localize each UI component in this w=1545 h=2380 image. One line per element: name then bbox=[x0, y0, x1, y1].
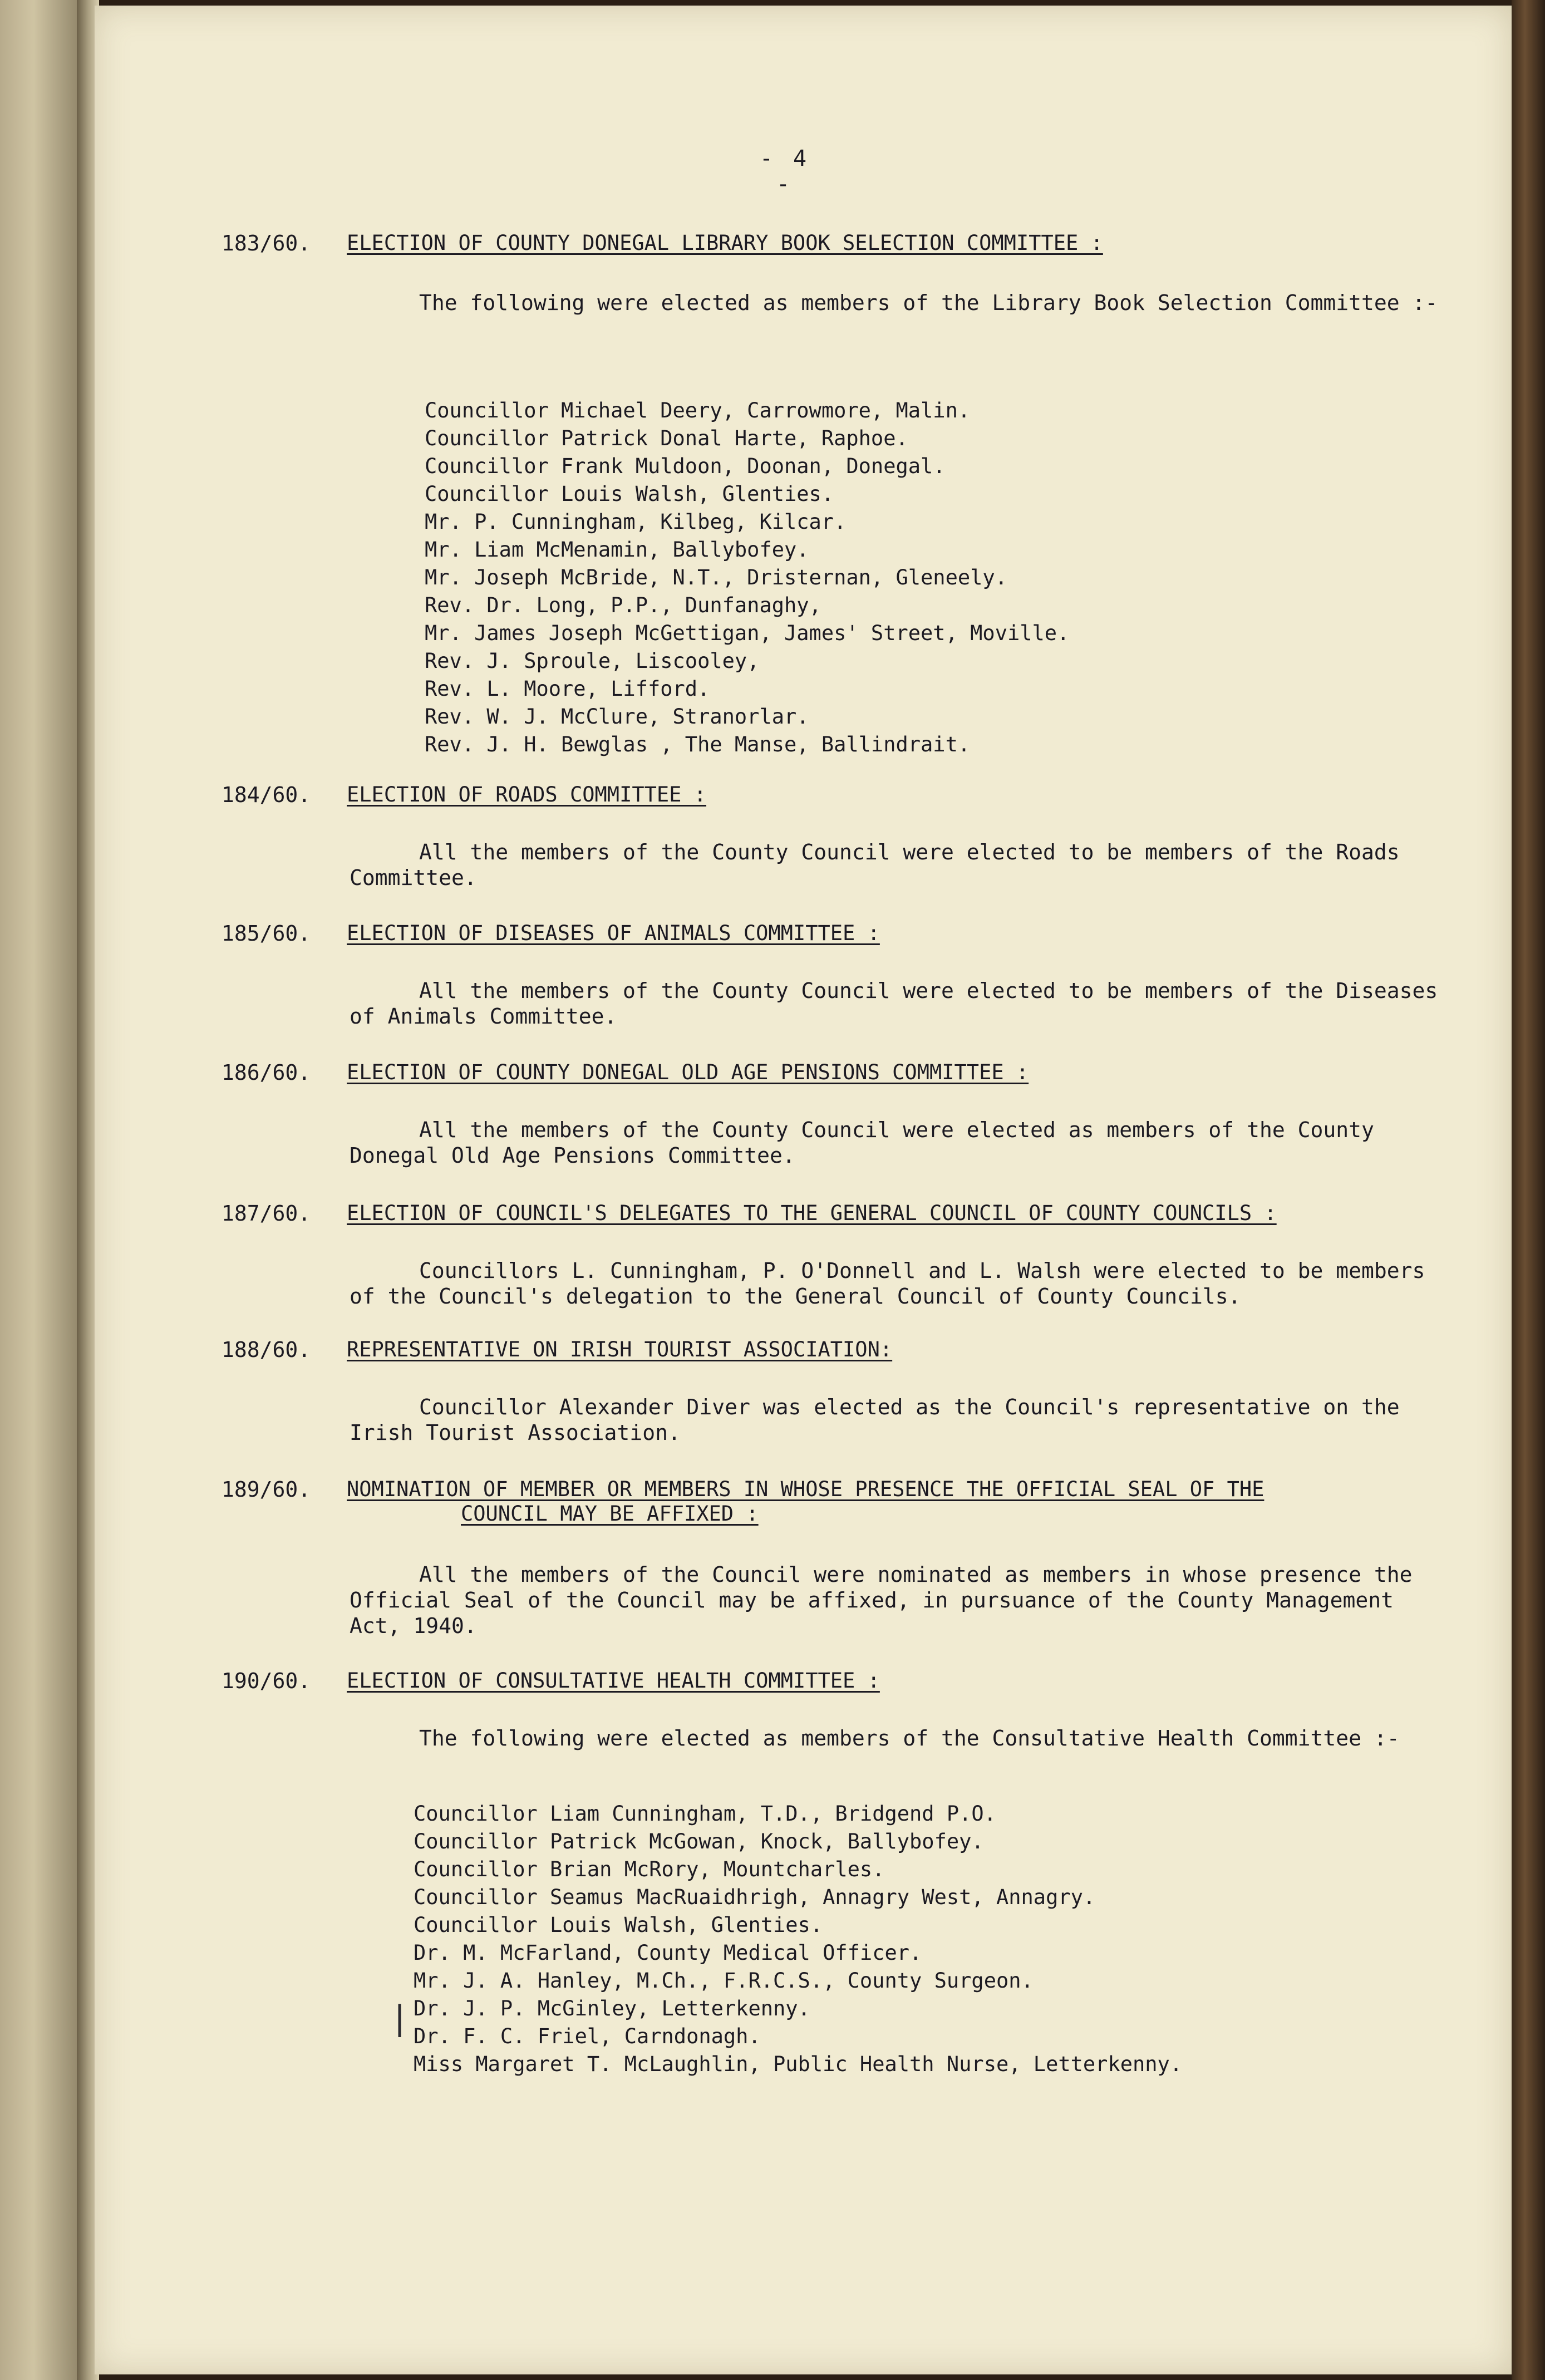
list-item: Mr. James Joseph McGettigan, James' Street, Moville. bbox=[425, 621, 1070, 645]
list-item: Dr. J. P. McGinley, Letterkenny. bbox=[414, 1997, 810, 2020]
list-item: Rev. W. J. McClure, Stranorlar. bbox=[425, 705, 809, 729]
page-number: - 4 - bbox=[759, 146, 810, 197]
minute-number: 188/60. bbox=[222, 1337, 311, 1362]
minute-text: All the members of the County Council were elected as members of the County Donegal Old Age Pensions Committee. bbox=[350, 1118, 1374, 1168]
minute-text: Councillors L. Cunningham, P. O'Donnell and L. Walsh were elected to be members of the Council's delegation to the General Council of County Councils. bbox=[350, 1258, 1425, 1309]
minute-heading: ELECTION OF COUNTY DONEGAL OLD AGE PENSIONS COMMITTEE : bbox=[347, 1060, 1029, 1084]
list-item: Rev. L. Moore, Lifford. bbox=[425, 677, 710, 701]
list-item: Mr. Joseph McBride, N.T., Dristernan, Gleneely. bbox=[425, 566, 1007, 589]
minute-heading: ELECTION OF DISEASES OF ANIMALS COMMITTEE : bbox=[347, 921, 880, 945]
minute-heading: ELECTION OF ROADS COMMITTEE : bbox=[347, 783, 707, 807]
minute-heading: ELECTION OF CONSULTATIVE HEALTH COMMITTEE : bbox=[347, 1669, 880, 1693]
list-item: Councillor Frank Muldoon, Doonan, Donegal. bbox=[425, 454, 946, 478]
minute-number: 190/60. bbox=[222, 1669, 311, 1693]
list-item: Councillor Liam Cunningham, T.D., Bridgend P.O. bbox=[414, 1802, 996, 1826]
minute-text: All the members of the County Council were elected to be members of the Diseases of Animals Committee. bbox=[350, 978, 1438, 1029]
list-item: Rev. Dr. Long, P.P., Dunfanaghy, bbox=[425, 593, 821, 617]
list-item: Rev. J. Sproule, Liscooley, bbox=[425, 649, 760, 673]
list-item: Mr. P. Cunningham, Kilbeg, Kilcar. bbox=[425, 510, 847, 534]
list-item: Mr. J. A. Hanley, M.Ch., F.R.C.S., County Surgeon. bbox=[414, 1969, 1034, 1993]
minute-text: Councillor Alexander Diver was elected as the Council's representative on the Irish Tourist Association. bbox=[350, 1395, 1400, 1445]
minute-heading: NOMINATION OF MEMBER OR MEMBERS IN WHOSE PRESENCE THE OFFICIAL SEAL OF THE bbox=[347, 1477, 1264, 1501]
handwritten-bracket-mark: | bbox=[390, 1999, 410, 2038]
list-item: Councillor Michael Deery, Carrowmore, Malin. bbox=[425, 399, 971, 422]
list-item: Dr. M. McFarland, County Medical Officer. bbox=[414, 1941, 922, 1965]
book-cover-edge bbox=[1512, 0, 1545, 2380]
list-item: Councillor Louis Walsh, Glenties. bbox=[425, 482, 834, 506]
minute-text: All the members of the Council were nominated as members in whose presence the Official Seal of the Council may be affixed, in pursuance of the County Management Act, 1940. bbox=[350, 1562, 1413, 1638]
minute-heading: REPRESENTATIVE ON IRISH TOURIST ASSOCIATION: bbox=[347, 1337, 893, 1361]
minute-number: 186/60. bbox=[222, 1060, 311, 1085]
minute-heading-continued: COUNCIL MAY BE AFFIXED : bbox=[461, 1502, 759, 1526]
member-list bbox=[414, 1800, 1415, 2078]
list-item: Councillor Seamus MacRuaidhrigh, Annagry West, Annagry. bbox=[414, 1885, 1096, 1909]
minute-intro: The following were elected as members of the Consultative Health Committee :- bbox=[419, 1726, 1400, 1750]
list-item: Dr. F. C. Friel, Carndonagh. bbox=[414, 2024, 761, 2048]
list-item: Councillor Patrick McGowan, Knock, Ballybofey. bbox=[414, 1830, 984, 1853]
previous-page-edge bbox=[0, 0, 83, 2380]
list-item: Councillor Brian McRory, Mountcharles. bbox=[414, 1857, 885, 1881]
member-list bbox=[425, 397, 1426, 759]
minute-heading: ELECTION OF COUNTY DONEGAL LIBRARY BOOK SELECTION COMMITTEE : bbox=[347, 231, 1103, 255]
minute-intro: The following were elected as members of the Library Book Selection Committee :- bbox=[419, 291, 1438, 315]
minute-number: 184/60. bbox=[222, 783, 311, 807]
minute-number: 185/60. bbox=[222, 921, 311, 946]
minute-number: 187/60. bbox=[222, 1201, 311, 1226]
minute-text: All the members of the County Council were elected to be members of the Roads Committee. bbox=[350, 840, 1400, 890]
list-item: Rev. J. H. Bewglas , The Manse, Ballindrait. bbox=[425, 732, 971, 756]
minute-heading: ELECTION OF COUNCIL'S DELEGATES TO THE GENERAL COUNCIL OF COUNTY COUNCILS : bbox=[347, 1201, 1277, 1225]
list-item: Miss Margaret T. McLaughlin, Public Health Nurse, Letterkenny. bbox=[414, 2052, 1183, 2076]
list-item: Councillor Louis Walsh, Glenties. bbox=[414, 1913, 823, 1937]
minute-number: 189/60. bbox=[222, 1477, 311, 1502]
minute-number: 183/60. bbox=[222, 231, 311, 255]
list-item: Councillor Patrick Donal Harte, Raphoe. bbox=[425, 426, 908, 450]
list-item: Mr. Liam McMenamin, Ballybofey. bbox=[425, 538, 809, 562]
